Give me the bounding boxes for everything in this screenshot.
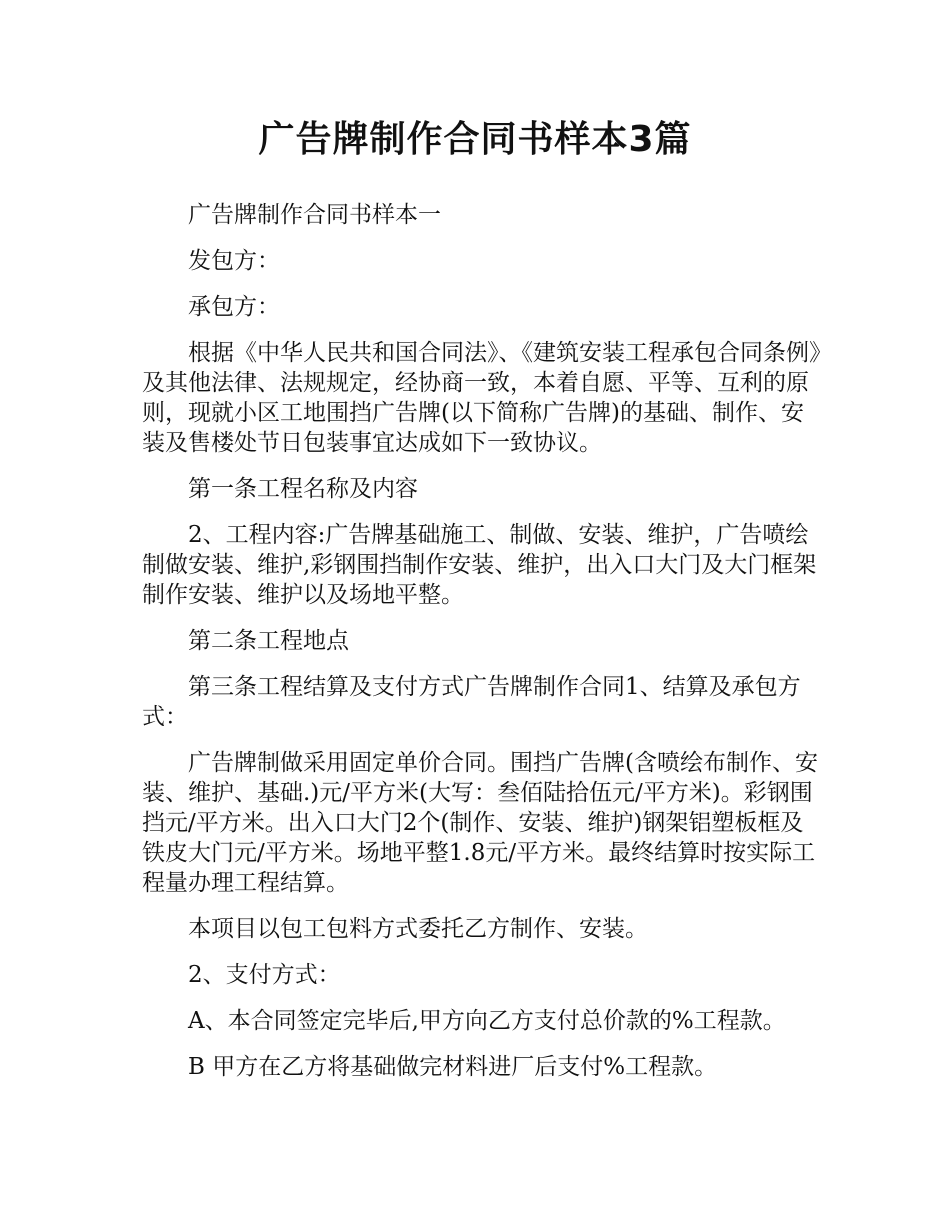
document-title: 广告牌制作合同书样本3篇 bbox=[258, 119, 692, 160]
paragraph-payment-heading: 2、支付方式： bbox=[188, 962, 341, 988]
paragraph-preamble: 根据《中华人民共和国合同法》、《建筑安装工程承包合同条例》及其他法律、法规规定，经协商一致，本着自愿、平等、互利的原则，现就小区工地围挡广告牌(以下简称广告牌)的基础、制作、安装及售楼处节日包装事宜达成如下一致协议。 bbox=[142, 340, 821, 456]
paragraph-commission: 本项目以包工包料方式委托乙方制作、安装。 bbox=[188, 916, 648, 942]
paragraph-article-3-heading: 第三条工程结算及支付方式广告牌制作合同1、结算及承包方式： bbox=[142, 674, 801, 730]
paragraph-sample-heading: 广告牌制作合同书样本一 bbox=[188, 202, 441, 228]
paragraph-contractor: 承包方： bbox=[188, 294, 280, 320]
paragraph-payment-b: B 甲方在乙方将基础做完材料进厂后支付%工程款。 bbox=[188, 1054, 718, 1080]
paragraph-pricing: 广告牌制做采用固定单价合同。围挡广告牌(含喷绘布制作、安装、维护、基础.)元/平方米(大写：叁佰陆拾伍元/平方米)。彩钢围挡元/平方米。出入口大门2个(制作、安装、维护)钢架铝塑板框及铁皮大门元/平方米。场地平整1.8元/平方米。最终结算时按实际工程量办理工程结算。 bbox=[142, 750, 818, 896]
paragraph-work-content: 2、工程内容:广告牌基础施工、制做、安装、维护，广告喷绘制做安装、维护,彩钢围挡制作安装、维护，出入口大门及大门框架制作安装、维护以及场地平整。 bbox=[142, 522, 817, 608]
paragraph-article-2-heading: 第二条工程地点 bbox=[188, 628, 349, 654]
paragraph-client: 发包方： bbox=[188, 248, 280, 274]
document-body bbox=[142, 200, 822, 1098]
paragraph-payment-a: A、本合同签定完毕后,甲方向乙方支付总价款的%工程款。 bbox=[188, 1008, 786, 1034]
paragraph-article-1-heading: 第一条工程名称及内容 bbox=[188, 476, 418, 502]
